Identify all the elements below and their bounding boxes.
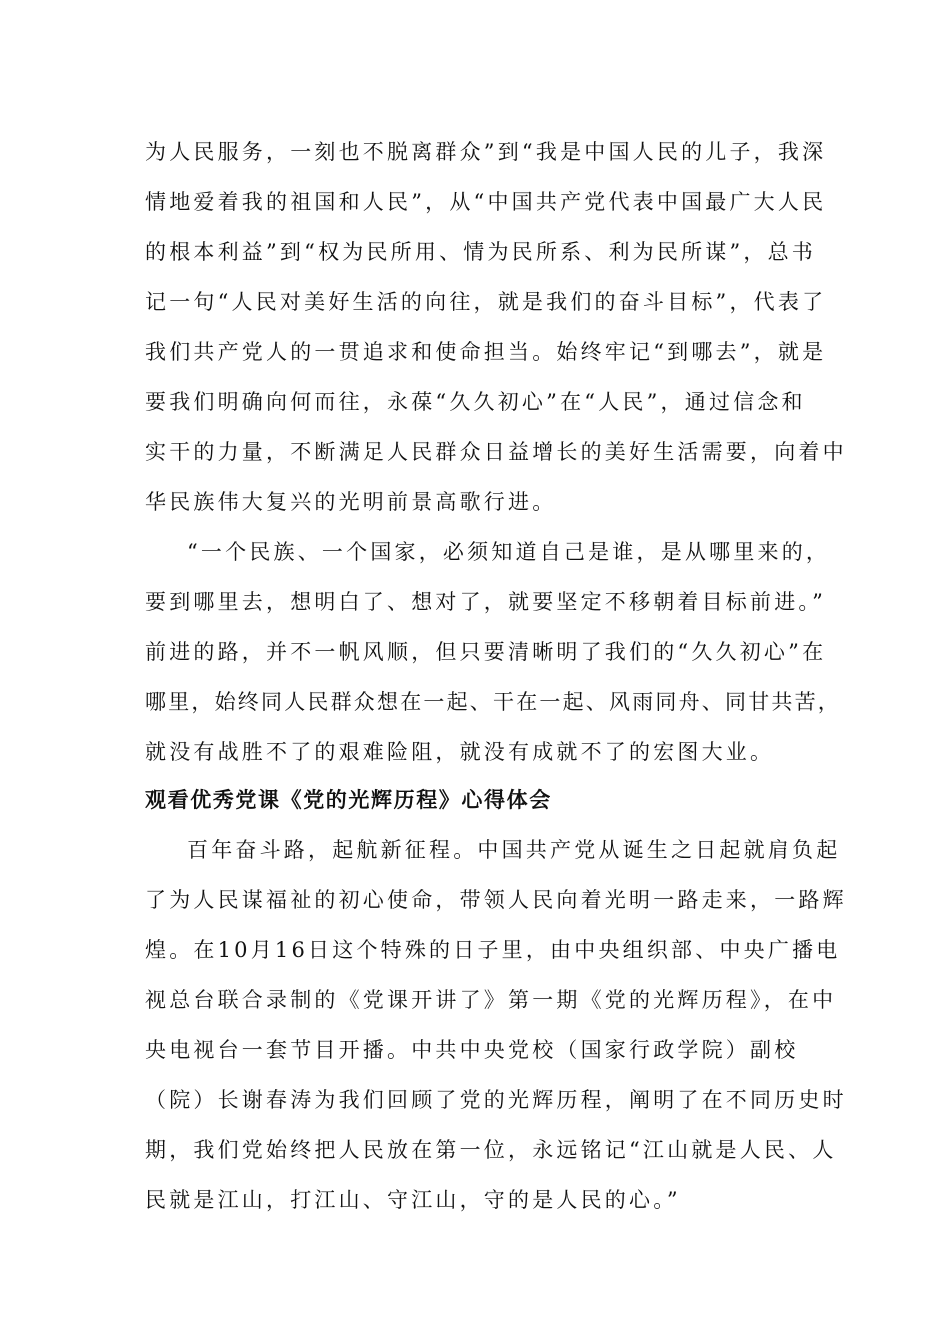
text-line: 华民族伟大复兴的光明前景高歌行进。 [145,490,557,514]
text-line: 为人民服务，一刻也不脱离群众”到“我是中国人民的儿子，我深 [145,140,827,164]
text-line: 的根本利益”到“权为民所用、情为民所系、利为民所谋”，总书 [145,240,817,264]
text-line: 煌。在10月16日这个特殊的日子里，由中央组织部、中央广播电 [145,938,841,962]
text-line: 央电视台一套节目开播。中共中央党校（国家行政学院）副校 [145,1038,799,1062]
text-line: 要我们明确向何而往，永葆“久久初心”在“人民”，通过信念和 [145,390,806,414]
text-line: 记一句“人民对美好生活的向往，就是我们的奋斗目标”，代表了 [145,290,827,314]
text-line: （院）长谢春涛为我们回顾了党的光辉历程，阐明了在不同历史时 [145,1088,847,1112]
text-line: “一个民族、一个国家，必须知道自己是谁，是从哪里来的， [187,540,831,564]
text-line: 前进的路，并不一帆风顺，但只要清晰明了我们的“久久初心”在 [145,640,827,664]
text-line: 视总台联合录制的《党课开讲了》第一期《党的光辉历程》，在中 [145,988,837,1012]
text-line: 了为人民谋福祉的初心使命，带领人民向着光明一路走来，一路辉 [145,888,847,912]
text-line: 哪里，始终同人民群众想在一起、干在一起、风雨同舟、同甘共苦， [145,690,841,714]
text-line: 期，我们党始终把人民放在第一位，永远铭记“江山就是人民、人 [145,1138,837,1162]
text-line: 我们共产党人的一贯追求和使命担当。始终牢记“到哪去”，就是 [145,340,827,364]
text-line: 情地爱着我的祖国和人民”，从“中国共产党代表中国最广大人民 [145,190,827,214]
text-line: 要到哪里去，想明白了、想对了，就要坚定不移朝着目标前进。” [145,590,827,614]
section-heading: 观看优秀党课《党的光辉历程》心得体会 [145,787,552,812]
text-line: 实干的力量，不断满足人民群众日益增长的美好生活需要，向着中 [145,440,847,464]
text-line: 民就是江山，打江山、守江山，守的是人民的心。” [145,1188,681,1212]
text-line: 就没有战胜不了的艰难险阻，就没有成就不了的宏图大业。 [145,740,775,764]
text-line: 百年奋斗路，起航新征程。中国共产党从诞生之日起就肩负起 [187,838,841,862]
